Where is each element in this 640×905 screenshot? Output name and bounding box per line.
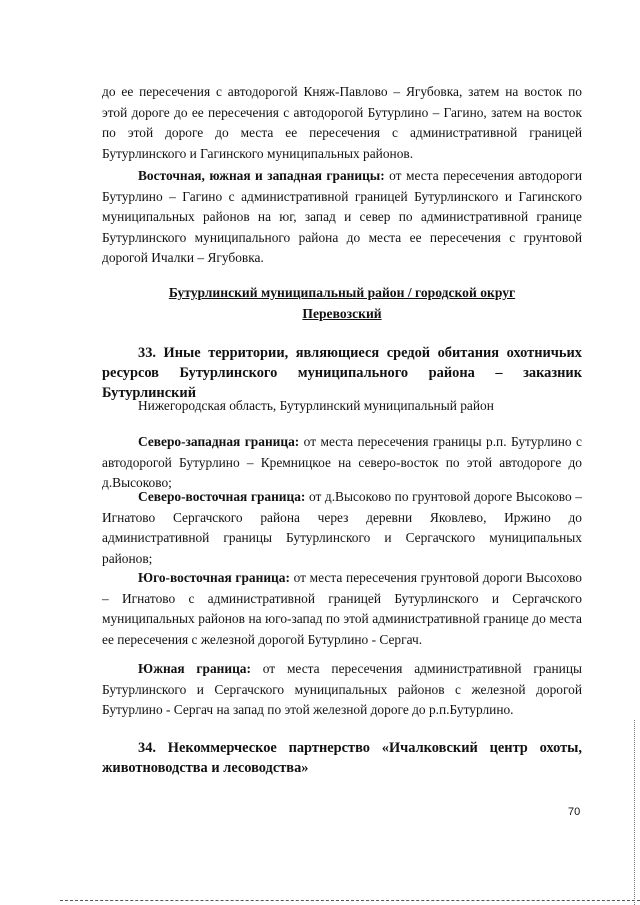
paragraph-northwest-border <box>102 432 582 494</box>
item-33-location: Нижегородская область, Бутурлинский муниципальный район <box>138 398 494 413</box>
paragraph-southeast-border <box>102 568 582 650</box>
border-text: от места пересечения автодороги Бутурлино – Гагино с административной границей Бутурлинского и Гагинского муниципальных районов на юг, запад и север по административной границе Бутурлинского муниципального района до места ее пересечения с грунтовой дорогой Ичалки – Ягубовка. <box>102 168 582 266</box>
scan-artifact-edge <box>634 720 638 905</box>
paragraph-east-south-west-border <box>102 166 582 269</box>
item-34-title: 34. Некоммерческое партнерство «Ичалковский центр охоты, животноводства и лесоводства» <box>102 740 582 776</box>
border-label: Южная граница: <box>138 661 251 676</box>
border-label: Северо-западная граница: <box>138 434 300 449</box>
border-label: Юго-восточная граница: <box>138 570 290 585</box>
paragraph-south-border <box>102 659 582 721</box>
page-number: 70 <box>568 806 581 818</box>
border-text: от д.Высоково по грунтовой дороге Высоково – Игнатово Сергачского района через деревни Яковлево, Иржино до административной границы Бутурлинского и Сергачского муниципальных районов; <box>102 489 582 566</box>
paragraph-northeast-border <box>102 487 582 569</box>
item-33-title: 33. Иные территории, являющиеся средой обитания охотничьих ресурсов Бутурлинского муниципального района – заказник Бутурлинский <box>102 345 582 401</box>
section-heading-line2: Перевозский <box>302 306 382 321</box>
border-label: Восточная, южная и западная границы: <box>138 168 385 183</box>
paragraph-continuation: до ее пересечения с автодорогой Княж-Павлово – Ягубовка, затем на восток по этой дороге до ее пересечения с автодорогой Бутурлино – Гагино, затем на восток по этой дороге до места ее пересечения с административной границей Бутурлинского и Гагинского муниципальных районов. <box>102 84 582 161</box>
scan-artifact-line <box>60 900 640 903</box>
section-heading-line1: Бутурлинский муниципальный район / городской округ <box>168 285 516 300</box>
border-text: от места пересечения административной границы Бутурлинского и Сергачского муниципальных районов с железной дорогой Бутурлино - Сергач на запад по этой железной дороге до р.п.Бутурлино. <box>102 661 582 718</box>
border-label: Северо-восточная граница: <box>138 489 306 504</box>
border-text: от места пересечения границы р.п. Бутурлино с автодорогой Бутурлино – Кремницкое на северо-восток по этой автодороге до д.Высоково; <box>102 434 582 491</box>
border-text: от места пересечения грунтовой дороги Высохово – Игнатово с административной границей Бутурлинского и Сергачского муниципальных районов на юго-запад по этой административной границе до места ее пересечения с железной дорогой Бутурлино - Сергач. <box>102 570 582 647</box>
